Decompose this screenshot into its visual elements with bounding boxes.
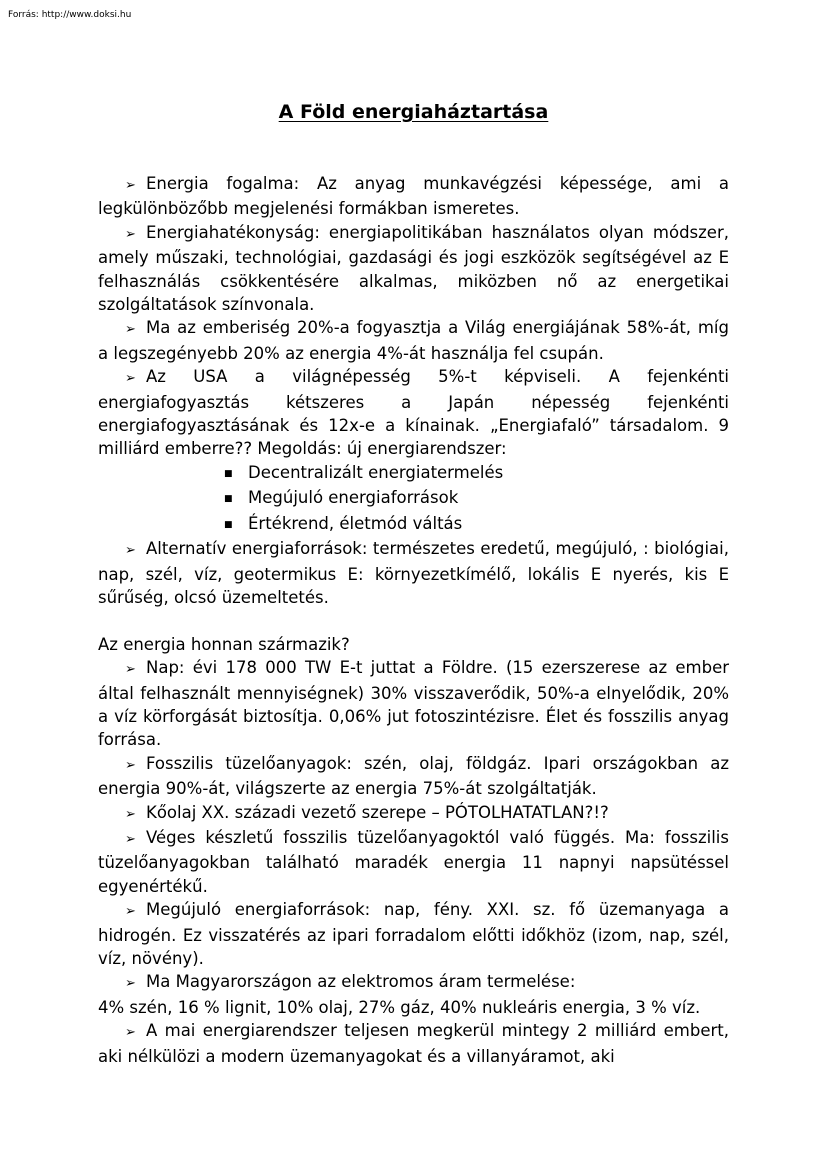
list-item-text: Megújuló energiaforrások: nap, fény. XXI. sz. fő üzemanyaga a hidrogén. Ez visszatérés az ipari forradalom előtti időkhöz (izom, nap, szél, víz, növény).: [98, 900, 729, 968]
list-item-text: A mai energiarendszer teljesen megkerül mintegy 2 milliárd embert, aki nélkülözi a modern üzemanyagokat és a villanyáramot, aki: [98, 1021, 729, 1066]
list-item: [98, 898, 729, 970]
list-item-text: Véges készletű fosszilis tüzelőanyagoktól való függés. Ma: fosszilis tüzelőanyagokban található maradék energia 11 napnyi napsütéssel egyenértékű.: [98, 827, 729, 896]
list-item: [98, 221, 729, 317]
arrow-bullet-icon: ➢: [125, 322, 136, 338]
document-body: [98, 172, 729, 1068]
arrow-bullet-icon: ➢: [125, 806, 136, 822]
page-title: A Föld energiaháztartása: [278, 101, 549, 123]
sub-list-item-text: Értékrend, életmód váltás: [248, 513, 463, 533]
square-bullet-icon: ■: [224, 494, 233, 505]
sub-list-item-text: Megújuló energiaforrások: [248, 488, 459, 508]
arrow-bullet-icon: ➢: [125, 543, 136, 559]
square-bullet-icon: ■: [224, 519, 233, 530]
list-item: [98, 1019, 729, 1068]
paragraph-gap: [98, 609, 729, 632]
list-item-text: Nap: évi 178 000 TW E-t juttat a Földre. (15 ezerszerese az ember által felhasznált mennyiségnek) 30% visszaverődik, 50%-a elnyelődik, 20% a víz körforgását biztosítja. 0,06% jut fotoszintézisre. Élet és fosszilis anyag forrása.: [98, 658, 729, 750]
sub-list-item-text: Decentralizált energiatermelés: [248, 462, 504, 482]
arrow-bullet-icon: ➢: [125, 904, 136, 920]
sub-list: [98, 461, 729, 537]
arrow-bullet-icon: ➢: [125, 757, 136, 773]
arrow-bullet-icon: ➢: [125, 226, 136, 242]
list-item-text: Ma az emberiség 20%-a fogyasztja a Világ energiájának 58%-át, míg a legszegényebb 20% az energia 4%-át használja fel csupán.: [98, 318, 729, 363]
list-item-text: Energiahatékonyság: energiapolitikában használatos olyan módszer, amely műszaki, technológiai, gazdasági és jogi eszközök segítségével az E felhasználás csökkentésére alkalmas, miközben nő az energetikai szolgáltatások színvonala.: [98, 222, 729, 315]
production-line: 4% szén, 16 % lignit, 10% olaj, 27% gáz, 40% nukleáris energia, 3 % víz.: [98, 997, 701, 1017]
list-item: [98, 752, 729, 801]
list-item: [98, 365, 729, 461]
arrow-bullet-icon: ➢: [125, 831, 136, 847]
list-item: [98, 537, 729, 609]
arrow-bullet-icon: ➢: [125, 976, 136, 992]
section-question: Az energia honnan származik?: [98, 634, 350, 654]
list-item: [98, 970, 729, 995]
list-item: [98, 316, 729, 365]
square-bullet-icon: ■: [224, 468, 233, 479]
sub-list-item: [224, 461, 729, 486]
list-item-text: Energia fogalma: Az anyag munkavégzési képessége, ami a legkülönbözőbb megjelenési formákban ismeretes.: [98, 174, 729, 219]
sub-list-item: [224, 512, 729, 537]
list-item: [98, 172, 729, 221]
arrow-bullet-icon: ➢: [125, 662, 136, 678]
list-item: [98, 801, 729, 826]
arrow-bullet-icon: ➢: [125, 178, 136, 193]
source-url: Forrás: http://www.doksi.hu: [8, 10, 132, 20]
list-item-text: Fosszilis tüzelőanyagok: szén, olaj, földgáz. Ipari országokban az energia 90%-át, világszerte az energia 75%-át szolgáltatják.: [98, 753, 729, 799]
list-item: [98, 826, 729, 898]
arrow-bullet-icon: ➢: [125, 371, 136, 387]
list-item: [98, 656, 729, 752]
list-item-text: Az USA a világnépesség 5%-t képviseli. A fejenkénti energiafogyasztás kétszeres a Japán népesség fejenkénti energiafogyasztásának és 12x-e a kínainak. „Energiafaló” társadalom. 9 milliárd emberre?? Megoldás: új energiarendszer:: [98, 367, 729, 459]
list-item-text: Alternatív energiaforrások: természetes eredetű, megújuló, : biológiai, nap, szél, víz, geotermikus E: környezetkímélő, lokális E nyerés, kis E sűrűség, olcsó üzemeltetés.: [98, 539, 729, 607]
arrow-bullet-icon: ➢: [125, 1025, 136, 1041]
sub-list-item: [224, 486, 729, 511]
list-item-text: Kőolaj XX. századi vezető szerepe – PÓTOLHATATLAN?!?: [146, 802, 609, 822]
list-item-text: Ma Magyarországon az elektromos áram termelése:: [146, 972, 576, 992]
